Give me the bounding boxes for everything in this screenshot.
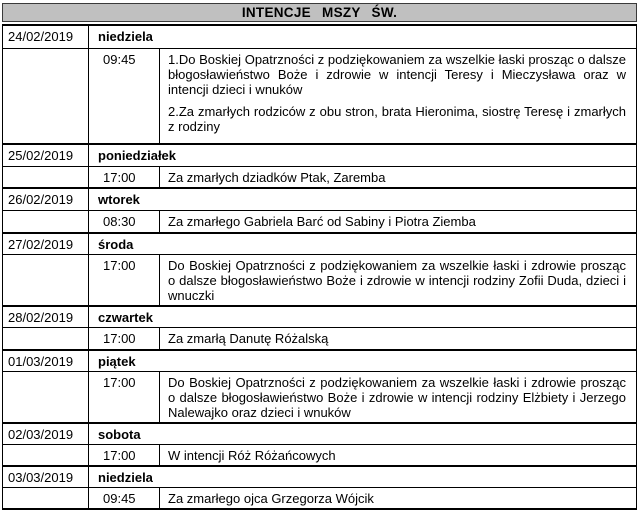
day-cell: środa <box>89 233 637 255</box>
intention-paragraph: Za zmarłą Danutę Różalską <box>168 331 329 346</box>
date-cell: 01/03/2019 <box>3 350 89 372</box>
empty-cell <box>3 255 89 307</box>
day-cell: wtorek <box>89 188 637 210</box>
section-date-row <box>3 350 637 372</box>
section-date-row <box>3 25 637 48</box>
mass-intentions-table <box>2 24 637 510</box>
section-date-row <box>3 423 637 445</box>
time-cell: 17:00 <box>89 328 160 350</box>
page-title: INTENCJE MSZY ŚW. <box>241 5 398 20</box>
empty-cell <box>3 48 89 144</box>
mass-row <box>3 372 637 424</box>
mass-row <box>3 48 637 144</box>
empty-cell <box>3 166 89 188</box>
mass-row <box>3 328 637 350</box>
date-cell: 26/02/2019 <box>3 188 89 210</box>
intention-paragraph: 1.Do Boskiej Opatrzności z podziękowaniem za wszelkie łaski prosząc o dalsze błogosławieństwo Boże i zdrowie w intencji Teresy i Mieczysława oraz w intencji dzieci i wnuków <box>168 51 626 97</box>
empty-cell <box>3 445 89 467</box>
date-cell: 27/02/2019 <box>3 233 89 255</box>
intention-cell <box>160 488 637 510</box>
section-date-row <box>3 466 637 488</box>
date-cell: 25/02/2019 <box>3 144 89 166</box>
empty-cell <box>3 210 89 233</box>
date-cell: 24/02/2019 <box>3 25 89 48</box>
intention-cell <box>160 166 637 188</box>
intention-cell <box>160 48 637 144</box>
mass-row <box>3 255 637 307</box>
empty-cell <box>3 488 89 510</box>
intention-paragraph: 2.Za zmarłych rodziców z obu stron, brata Hieronima, siostrę Teresę i zmarłych z rodziny <box>168 103 626 134</box>
section-date-row <box>3 306 637 328</box>
intention-cell <box>160 255 637 307</box>
date-cell: 03/03/2019 <box>3 466 89 488</box>
intention-cell <box>160 372 637 424</box>
date-cell: 02/03/2019 <box>3 423 89 445</box>
intention-cell <box>160 210 637 233</box>
day-cell: poniedziałek <box>89 144 637 166</box>
day-cell: niedziela <box>89 466 637 488</box>
day-cell: niedziela <box>89 25 637 48</box>
intention-paragraph: Do Boskiej Opatrzności z podziękowaniem za wszelkie łaski i zdrowie prosząc o dalsze błogosławieństwo Boże i zdrowie w intencji rodziny Zofii Duda, dzieci i wnuczki <box>168 258 626 303</box>
section-date-row <box>3 144 637 166</box>
time-cell: 17:00 <box>89 372 160 424</box>
day-cell: sobota <box>89 423 637 445</box>
intention-cell <box>160 328 637 350</box>
time-cell: 17:00 <box>89 166 160 188</box>
empty-cell <box>3 372 89 424</box>
time-cell: 08:30 <box>89 210 160 233</box>
mass-row <box>3 210 637 233</box>
intention-paragraph: Za zmarłych dziadków Ptak, Zaremba <box>168 169 386 185</box>
day-cell: czwartek <box>89 306 637 328</box>
time-cell: 09:45 <box>89 48 160 144</box>
table-header-bar <box>2 3 637 22</box>
mass-row <box>3 445 637 467</box>
time-cell: 17:00 <box>89 255 160 307</box>
intention-paragraph: Za zmarłego ojca Grzegorza Wójcik <box>168 491 374 506</box>
section-date-row <box>3 188 637 210</box>
intention-paragraph: Za zmarłego Gabriela Barć od Sabiny i Piotra Ziemba <box>168 213 476 229</box>
intention-paragraph: W intencji Róż Różańcowych <box>168 448 336 463</box>
time-cell: 09:45 <box>89 488 160 510</box>
mass-row <box>3 166 637 188</box>
mass-row <box>3 488 637 510</box>
intention-cell <box>160 445 637 467</box>
section-date-row <box>3 233 637 255</box>
day-cell: piątek <box>89 350 637 372</box>
date-cell: 28/02/2019 <box>3 306 89 328</box>
empty-cell <box>3 328 89 350</box>
intention-paragraph: Do Boskiej Opatrzności z podziękowaniem za wszelkie łaski i zdrowie prosząc o dalsze błogosławieństwo Boże i zdrowie w intencji rodziny Elżbiety i Jerzego Nalewajko oraz dzieci i wnuków <box>168 375 626 420</box>
time-cell: 17:00 <box>89 445 160 467</box>
